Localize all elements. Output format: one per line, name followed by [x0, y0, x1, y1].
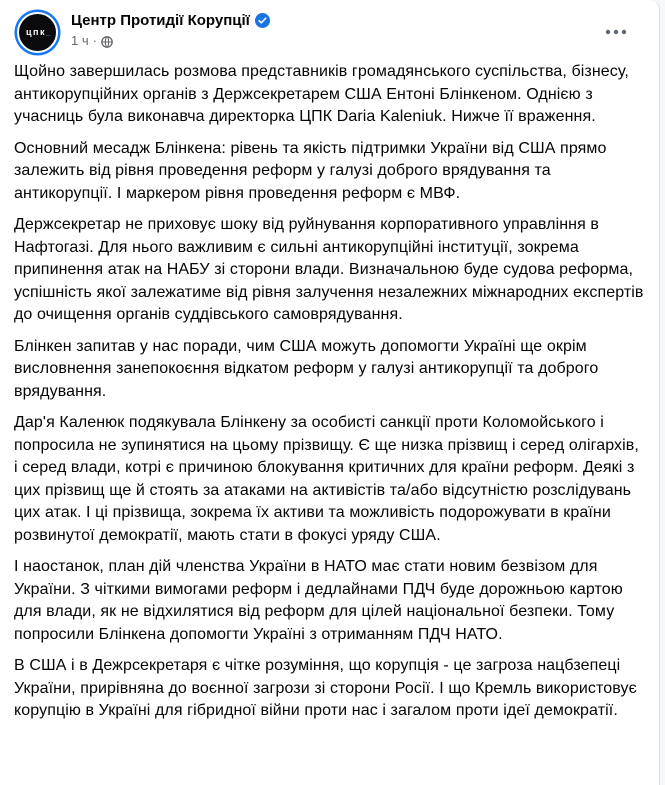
post-meta-row — [71, 33, 599, 49]
page-avatar[interactable] — [17, 12, 58, 53]
post-header — [14, 9, 645, 53]
post-paragraph: Основний месадж Блінкена: рівень та якість підтримки України від США прямо залежить від рівня проведення реформ у галузі доброго врядування та антикорупції. І маркером рівня проведення реформ є МВФ. — [14, 139, 607, 202]
post-text — [14, 59, 645, 723]
avatar-cursor-glyph: _ — [45, 27, 51, 37]
ellipsis-icon — [605, 29, 627, 35]
post-paragraph: Блінкен запитав у нас поради, чим США можуть допомогти Україні ще окрім висловнення занепокоєння відкатом реформ у галузі антикорупції та доброго врядування. — [14, 337, 599, 400]
page-name-link[interactable]: Центр Протидії Корупції — [71, 12, 250, 29]
more-options-button[interactable] — [599, 23, 633, 41]
post-paragraph: Дар'я Каленюк подякувала Блінкену за особисті санкції проти Коломойського і попросила не зупинятися на цьому прізвищу. Є ще низка прізвищ і серед олігархів, і серед влади, котрі є причиною блокування критичних для країни реформ. Деякі з цих прізвищ ще й стоять за атаками на активістів та/або відсутністю розслідувань цих атак. І ці прізвища, зокрема їх активи та можливість подорожувати в країни розвинутої демократії, мають стати в фокусі уряду США. — [14, 414, 639, 544]
post-paragraph: І наостанок, план дій членства України в НАТО має стати новим безвізом для України. З чіткими вимогами реформ і дедлайнами ПДЧ буде дорожньою картою для влади, як не відхилятися від реформ для цілей національної безпеки. Тому попросили Блінкена допомогти Україні з отриманням ПДЧ НАТО. — [14, 558, 623, 643]
verified-badge-icon — [255, 13, 270, 28]
post-paragraph: В США і в Дежрсекретаря є чітке розуміння, що корупція - це загроза нацбзепеці України, прирівняна до воєнної загрози зі сторони Росії. І що Кремль використовує корупцію в Україні для гібридної війни проти нас і загалом проти ідеї демократії. — [14, 657, 637, 719]
avatar-logo-text: цпк_ — [26, 27, 51, 37]
post-paragraph: Щойно завершилась розмова представників громадянського суспільства, бізнесу, антикорупційних органів з Держсекретарем США Ентоні Блінкеном. Однією з учасниць була виконавча директорка ЦПК Daria Kaleniuk. Нижче її враження. — [14, 63, 629, 125]
meta-separator: · — [92, 33, 97, 48]
timestamp-link[interactable]: 1 ч — [71, 33, 89, 48]
page-name-row — [71, 11, 599, 30]
post-paragraph: Держсекретар не приховує шоку від руйнування корпоративного управління в Нафтогазі. Для нього важливим є сильні антикорупційні інституції, зокрема припинення атак на НАБУ зі сторони влади. Визначальною буде судова реформа, успішність якої залежатиме від рівня залучення незалежних міжнародних експертів до очищення органів суддівського самоврядування. — [14, 216, 644, 323]
public-globe-icon — [101, 36, 113, 48]
post-header-text — [71, 9, 599, 49]
